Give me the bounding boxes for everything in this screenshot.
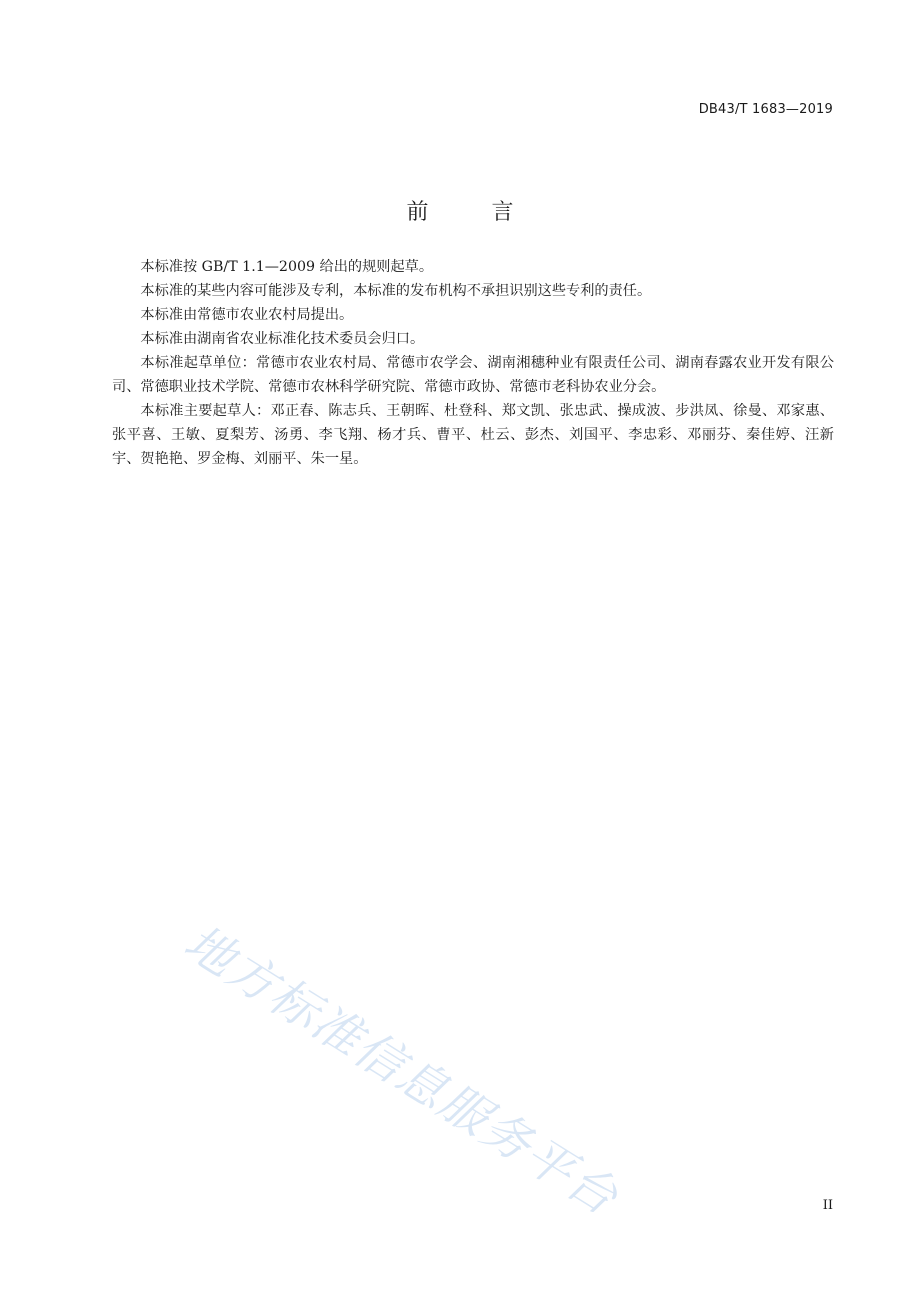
paragraph-drafting-rules: 本标准按 GB/T 1.1—2009 给出的规则起草。 (140, 259, 434, 275)
page-number: II (822, 1198, 833, 1213)
foreword-body (112, 255, 834, 471)
paragraph-drafting-units: 本标准起草单位：常德市农业农村局、常德市农学会、湖南湘穗种业有限责任公司、湖南春露农业开发有限公司、常德职业技术学院、常德市农林科学研究院、常德市政协、常德市老科协农业分会。 (112, 355, 834, 395)
paragraph-centralized-unit: 本标准由湖南省农业标准化技术委员会归口。 (140, 331, 425, 347)
watermark: 地方标准信息服务平台 (174, 914, 629, 1227)
page-title: 前 言 (406, 199, 542, 225)
document-code: DB43/T 1683—2019 (698, 102, 833, 117)
paragraph-drafters: 本标准主要起草人：邓正春、陈志兵、王朝晖、杜登科、郑文凯、张忠武、操成波、步洪凤、徐曼、邓家惠、张平喜、王敏、夏梨芳、汤勇、李飞翔、杨才兵、曹平、杜云、彭杰、刘国平、李忠彩、邓丽芬、秦佳婷、汪新宇、贺艳艳、罗金梅、刘丽平、朱一星。 (112, 403, 834, 467)
paragraph-patent-notice: 本标准的某些内容可能涉及专利，本标准的发布机构不承担识别这些专利的责任。 (140, 283, 652, 299)
paragraph-proposer: 本标准由常德市农业农村局提出。 (140, 307, 354, 323)
